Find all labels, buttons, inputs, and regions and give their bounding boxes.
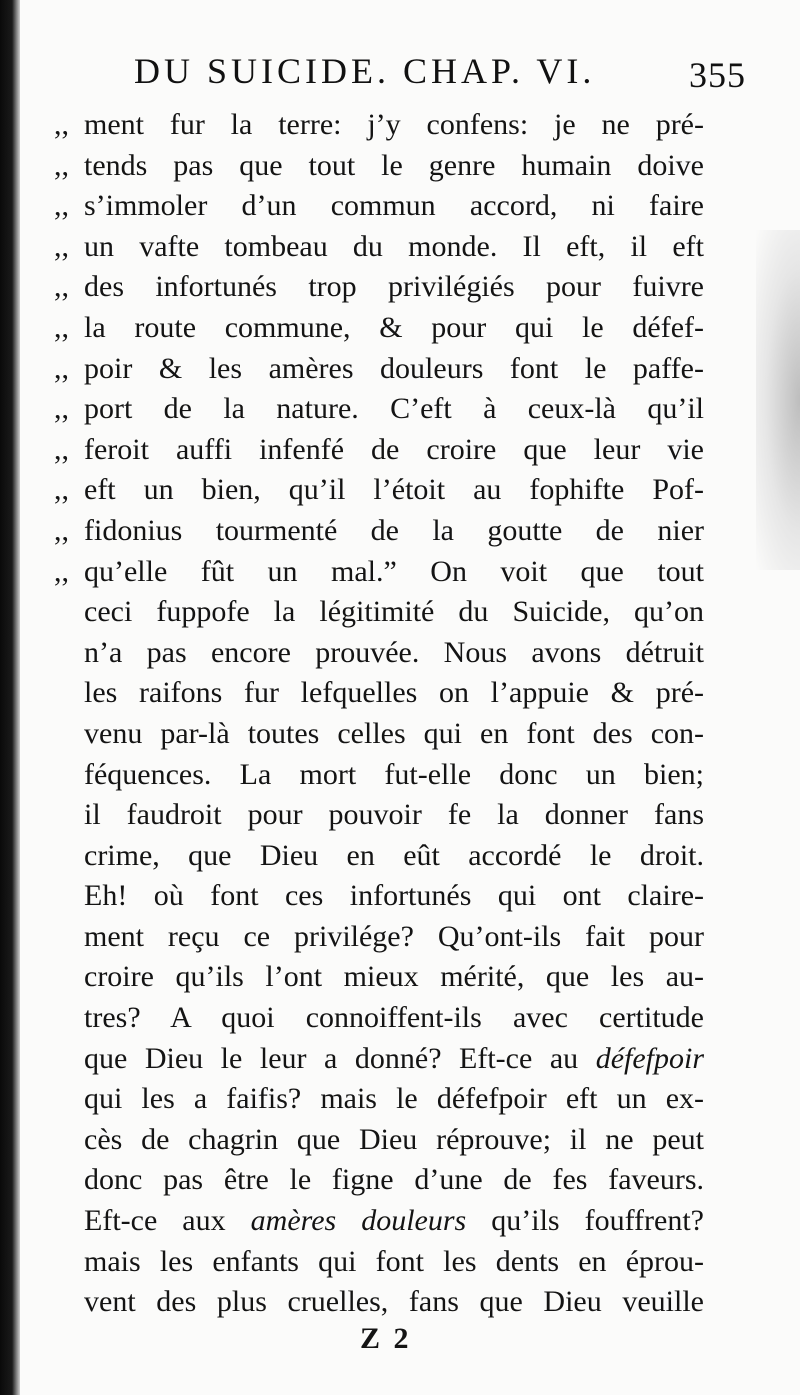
line-text	[84, 186, 704, 227]
running-title: DU SUICIDE. CHAP. VI.	[134, 51, 596, 91]
line-segment: vent des plus cruelles, fans que Dieu veuille	[84, 1285, 704, 1319]
quote-mark: ,,	[54, 148, 69, 182]
line-text	[84, 957, 704, 998]
text-line	[54, 1120, 704, 1161]
line-segment: il faudroit pour pouvoir fe la donner fans	[84, 798, 704, 832]
line-text	[84, 1282, 704, 1323]
quote-mark	[54, 673, 84, 714]
text-line	[54, 714, 704, 755]
quote-mark: ,,	[54, 189, 69, 223]
text-line	[54, 308, 704, 349]
text-line	[54, 470, 704, 511]
quote-mark	[54, 1120, 84, 1161]
line-segment: qu’ils fouffrent?	[491, 1204, 704, 1238]
quote-mark	[54, 633, 84, 674]
text-line	[54, 389, 704, 430]
line-text	[84, 227, 704, 268]
quote-mark	[54, 795, 84, 836]
text-line	[54, 633, 704, 674]
line-text	[84, 349, 704, 390]
quote-mark	[54, 1242, 84, 1283]
line-segment: ment fur la terre: j’y confens: je ne pré-	[84, 108, 704, 141]
text-line	[54, 836, 704, 877]
text-line	[54, 430, 704, 471]
quote-mark	[54, 917, 84, 958]
quote-mark: ,,	[54, 270, 69, 304]
text-line	[54, 227, 704, 268]
italic-segment: amères douleurs	[250, 1204, 467, 1238]
text-line	[54, 146, 704, 187]
line-text	[84, 1201, 704, 1242]
line-segment: que Dieu le leur a donné? Eft-ce au	[84, 1041, 579, 1075]
quote-mark: ,,	[54, 554, 69, 588]
text-line	[54, 957, 704, 998]
line-text	[84, 673, 704, 714]
line-segment: Eft-ce aux	[84, 1204, 226, 1238]
line-text	[84, 1039, 704, 1080]
line-text	[84, 633, 704, 674]
quote-mark: ,,	[54, 229, 69, 263]
line-segment: cès de chagrin que Dieu réprouve; il ne peut	[84, 1122, 704, 1156]
line-text	[84, 836, 704, 877]
line-segment: donc pas être le figne d’une de fes faveurs.	[84, 1163, 704, 1197]
line-text	[84, 795, 704, 836]
line-text	[84, 1079, 704, 1120]
quote-mark: ,,	[54, 432, 69, 466]
line-text	[84, 1120, 704, 1161]
quote-mark: ,,	[54, 351, 69, 385]
quote-mark: ,,	[54, 513, 69, 547]
line-text	[84, 389, 704, 430]
scan-edge-left	[0, 0, 20, 1395]
line-segment: tres? A quoi connoiffent-ils avec certitude	[84, 1001, 704, 1035]
quote-mark	[54, 714, 84, 755]
line-segment: Eh! où font ces infortunés qui ont claire-	[84, 879, 704, 913]
line-text	[84, 308, 704, 349]
text-line	[54, 552, 704, 593]
line-segment: croire qu’ils l’ont mieux mérité, que les au-	[84, 960, 704, 994]
text-line	[54, 917, 704, 958]
text-line	[54, 267, 704, 308]
text-line	[54, 1282, 704, 1323]
text-line	[54, 1039, 704, 1080]
line-segment: poir & les amères douleurs font le paffe-	[84, 351, 704, 385]
page-number: 355	[689, 55, 746, 95]
text-line	[54, 673, 704, 714]
book-page	[20, 0, 800, 1395]
quote-mark	[54, 1201, 84, 1242]
quote-mark: ,,	[54, 473, 69, 507]
italic-segment: défefpoir	[595, 1041, 704, 1075]
line-segment: venu par-là toutes celles qui en font des con-	[84, 716, 704, 750]
text-line	[54, 186, 704, 227]
signature-mark: Z 2	[360, 1322, 412, 1355]
line-text	[84, 876, 704, 917]
quote-mark	[54, 1079, 84, 1120]
running-head	[120, 50, 746, 100]
line-segment: mais les enfants qui font les dents en éprou-	[84, 1244, 704, 1278]
line-segment: ceci fuppofe la légitimité du Suicide, qu’on	[84, 595, 704, 629]
text-line	[54, 592, 704, 633]
text-line	[54, 795, 704, 836]
line-segment: féquences. La mort fut-elle donc un bien;	[84, 757, 704, 791]
quote-mark	[54, 755, 84, 796]
line-text	[84, 755, 704, 796]
text-line	[54, 1160, 704, 1201]
quote-mark	[54, 1160, 84, 1201]
line-segment: port de la nature. C’eft à ceux-là qu’il	[84, 392, 704, 426]
line-text	[84, 917, 704, 958]
quote-mark	[54, 998, 84, 1039]
text-line	[54, 105, 704, 146]
text-line	[54, 876, 704, 917]
line-text	[84, 146, 704, 187]
quote-mark: ,,	[54, 392, 69, 426]
text-line	[54, 511, 704, 552]
line-text	[84, 267, 704, 308]
line-text	[84, 1242, 704, 1283]
line-segment: un vafte tombeau du monde. Il eft, il eft	[84, 229, 704, 263]
line-text	[84, 511, 704, 552]
quote-mark: ,,	[54, 108, 69, 141]
text-line	[54, 1079, 704, 1120]
quote-mark	[54, 836, 84, 877]
quote-mark	[54, 592, 84, 633]
text-line	[54, 755, 704, 796]
line-text	[84, 105, 704, 146]
quote-mark: ,,	[54, 310, 69, 344]
line-segment: fidonius tourmenté de la goutte de nier	[84, 513, 704, 547]
line-text	[84, 998, 704, 1039]
line-segment: eft un bien, qu’il l’étoit au fophifte Pof-	[84, 473, 704, 507]
line-segment: crime, que Dieu en eût accordé le droit.	[84, 838, 704, 872]
line-segment: s’immoler d’un commun accord, ni faire	[84, 189, 704, 223]
quote-mark	[54, 957, 84, 998]
line-segment: qu’elle fût un mal.” On voit que tout	[84, 554, 704, 588]
line-text	[84, 430, 704, 471]
text-line	[54, 349, 704, 390]
line-segment: ment reçu ce privilége? Qu’ont-ils fait pour	[84, 919, 704, 953]
quote-mark	[54, 1039, 84, 1080]
line-text	[84, 470, 704, 511]
text-line	[54, 998, 704, 1039]
line-text	[84, 592, 704, 633]
quote-mark	[54, 1282, 84, 1323]
line-text	[84, 552, 704, 593]
line-segment: n’a pas encore prouvée. Nous avons détruit	[84, 635, 704, 669]
line-segment: tends pas que tout le genre humain doive	[84, 148, 704, 182]
line-segment: qui les a faifis? mais le défefpoir eft un ex-	[84, 1082, 704, 1116]
line-segment: feroit auffi infenfé de croire que leur vie	[84, 432, 704, 466]
line-segment: les raifons fur lefquelles on l’appuie & pré-	[84, 676, 704, 710]
line-segment: la route commune, & pour qui le défef-	[84, 310, 704, 344]
line-text	[84, 714, 704, 755]
line-text	[84, 1160, 704, 1201]
quote-mark	[54, 876, 84, 917]
body-text	[54, 105, 704, 1323]
text-line	[54, 1201, 704, 1242]
text-line	[54, 1242, 704, 1283]
scan-edge-right	[756, 230, 800, 570]
line-segment: des infortunés trop privilégiés pour fuivre	[84, 270, 704, 304]
